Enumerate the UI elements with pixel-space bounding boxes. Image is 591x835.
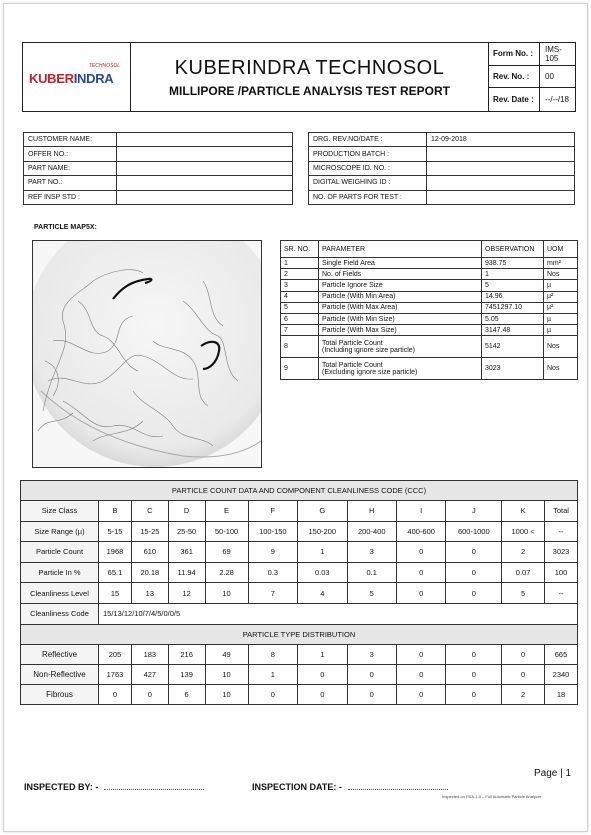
parameter-table — [280, 240, 578, 380]
param-sr: 6 — [281, 313, 319, 324]
row-label: Size Range (µ) — [21, 521, 99, 542]
data-cell: 50-100 — [205, 521, 248, 542]
data-cell: 139 — [168, 664, 205, 684]
param-col-header: UOM — [544, 241, 578, 258]
info-row — [309, 176, 575, 190]
data-cell: 0.1 — [347, 562, 396, 583]
particle-type-title: PARTICLE TYPE DISTRIBUTION — [21, 624, 578, 644]
data-cell: 12 — [168, 583, 205, 604]
data-cell: 3 — [347, 644, 396, 664]
param-uom: Nos — [544, 336, 578, 358]
info-value[interactable] — [117, 147, 293, 161]
param-obs: 3023 — [482, 358, 544, 380]
param-name: Particle (With Min Size) — [319, 313, 482, 324]
info-value[interactable] — [427, 161, 575, 175]
data-cell: F — [248, 501, 297, 522]
param-row — [281, 325, 578, 336]
data-cell: 2 — [502, 684, 545, 704]
company-logo — [23, 43, 131, 111]
info-value[interactable] — [117, 176, 293, 190]
cleanliness-code-row — [21, 603, 578, 624]
data-cell: 205 — [99, 644, 132, 664]
data-cell: 183 — [131, 644, 168, 664]
particle-map-label: PARTICLE MAP5X: — [34, 224, 97, 231]
info-row — [24, 133, 293, 147]
data-cell: 5-15 — [99, 521, 132, 542]
param-col-header: SR. NO. — [281, 241, 319, 258]
param-sr: 8 — [281, 336, 319, 358]
data-cell: 0.07 — [502, 562, 545, 583]
info-row — [309, 161, 575, 175]
info-value[interactable] — [117, 161, 293, 175]
report-page — [3, 3, 588, 832]
data-cell: 69 — [205, 542, 248, 563]
inspected-by-line[interactable] — [104, 789, 204, 790]
data-cell: 1 — [248, 664, 297, 684]
info-label: OFFER NO.: — [24, 147, 117, 161]
param-sr: 3 — [281, 280, 319, 291]
data-cell: 0.3 — [248, 562, 297, 583]
info-label: CUSTOMER NAME: — [24, 133, 117, 147]
data-cell: 4 — [298, 583, 347, 604]
data-cell: 427 — [131, 664, 168, 684]
data-cell: 400-600 — [396, 521, 445, 542]
param-obs: 5.05 — [482, 313, 544, 324]
row-label: Non-Reflective — [21, 664, 99, 684]
info-value[interactable] — [427, 176, 575, 190]
data-cell: 1 — [298, 542, 347, 563]
param-uom: mm² — [544, 258, 578, 269]
data-cell: 0 — [396, 562, 445, 583]
data-cell: 10 — [205, 684, 248, 704]
param-row — [281, 302, 578, 313]
page-number: Page | 1 — [534, 768, 572, 779]
param-uom: µ² — [544, 302, 578, 313]
data-cell: 1 — [298, 644, 347, 664]
param-sr: 5 — [281, 302, 319, 313]
data-cell: 100 — [545, 562, 578, 583]
data-cell: 65.1 — [99, 562, 132, 583]
data-cell: 0 — [446, 664, 502, 684]
logo-subtext: TECHNOSOL — [88, 63, 120, 69]
logo-wordmark: KUBERINDRA — [29, 71, 114, 86]
param-obs: 14.96 — [482, 291, 544, 302]
data-row — [21, 583, 578, 604]
data-cell: 13 — [131, 583, 168, 604]
report-title: MILLIPORE /PARTICLE ANALYSIS TEST REPORT — [169, 84, 450, 98]
param-row — [281, 269, 578, 280]
param-obs: 5142 — [482, 336, 544, 358]
inspection-date: INSPECTION DATE: - — [252, 782, 448, 792]
data-cell: 600-1000 — [446, 521, 502, 542]
data-row — [21, 521, 578, 542]
data-cell: 665 — [545, 644, 578, 664]
report-header — [22, 42, 576, 112]
data-cell: 20.18 — [131, 562, 168, 583]
info-label: PART NAME: — [24, 161, 117, 175]
param-name: Total Particle Count (Excluding ignore size particle) — [319, 358, 482, 380]
param-uom: Nos — [544, 269, 578, 280]
param-uom: Nos — [544, 358, 578, 380]
cleanliness-code-label: Cleanliness Code — [21, 603, 99, 624]
param-name: Particle Ignore Size — [319, 280, 482, 291]
rev-date-value: --/--/18 — [545, 95, 569, 105]
data-cell: 0 — [347, 664, 396, 684]
data-cell: G — [298, 501, 347, 522]
param-obs: 3147.48 — [482, 325, 544, 336]
param-uom: µ — [544, 280, 578, 291]
info-row — [309, 190, 575, 204]
info-row — [24, 176, 293, 190]
data-cell: 15 — [99, 583, 132, 604]
ccc-title: PARTICLE COUNT DATA AND COMPONENT CLEANLINESS CODE (CCC) — [21, 481, 578, 501]
info-table-left — [23, 132, 293, 205]
row-label: Cleanliness Level — [21, 583, 99, 604]
data-cell: 0 — [502, 664, 545, 684]
data-cell: 0 — [446, 684, 502, 704]
data-cell: 0 — [347, 684, 396, 704]
form-info — [489, 43, 575, 111]
data-cell: 2 — [502, 542, 545, 563]
data-cell: 11.94 — [168, 562, 205, 583]
rev-date-label: Rev. Date : — [489, 88, 540, 111]
row-label: Size Class — [21, 501, 99, 522]
ccc-table — [20, 480, 578, 705]
data-cell: 3 — [347, 542, 396, 563]
analyzer-note: Inspected on PSA-1.0 – Full Automatic Particle Analyzer — [442, 794, 542, 799]
data-cell: 216 — [168, 644, 205, 664]
info-label: PART NO.: — [24, 176, 117, 190]
data-cell: 0 — [446, 583, 502, 604]
param-row — [281, 358, 578, 380]
data-cell: 5 — [347, 583, 396, 604]
data-cell: K — [502, 501, 545, 522]
param-sr: 2 — [281, 269, 319, 280]
data-cell: 1763 — [99, 664, 132, 684]
data-cell: 6 — [168, 684, 205, 704]
data-cell: 2340 — [545, 664, 578, 684]
data-cell: 0 — [396, 664, 445, 684]
data-cell: B — [99, 501, 132, 522]
info-label: DRG. REV.NO/DATE : — [309, 133, 427, 147]
data-row — [21, 664, 578, 684]
data-cell: 0 — [99, 684, 132, 704]
info-row — [309, 133, 575, 147]
data-cell: 0 — [446, 562, 502, 583]
data-row — [21, 501, 578, 522]
param-uom: µ — [544, 313, 578, 324]
param-obs: 938.75 — [482, 258, 544, 269]
info-label: NO. OF PARTS FOR TEST : — [309, 190, 427, 204]
row-label: Reflective — [21, 644, 99, 664]
param-sr: 4 — [281, 291, 319, 302]
info-row — [24, 147, 293, 161]
info-value[interactable]: 12-09-2018 — [427, 133, 575, 147]
param-row — [281, 336, 578, 358]
info-table-right — [308, 132, 575, 205]
param-uom: µ² — [544, 291, 578, 302]
param-row — [281, 313, 578, 324]
data-cell: 0 — [396, 684, 445, 704]
info-value[interactable] — [117, 133, 293, 147]
param-obs: 7451297.10 — [482, 302, 544, 313]
data-row — [21, 684, 578, 704]
inspected-by: INSPECTED BY: - — [24, 782, 204, 792]
data-cell: 1968 — [99, 542, 132, 563]
data-cell: 18 — [545, 684, 578, 704]
param-sr: 9 — [281, 358, 319, 380]
param-sr: 7 — [281, 325, 319, 336]
data-cell: 0 — [446, 542, 502, 563]
data-cell: 5 — [502, 583, 545, 604]
param-col-header: PARAMETER — [319, 241, 482, 258]
data-cell: I — [396, 501, 445, 522]
data-cell: 0 — [446, 644, 502, 664]
data-cell: Total — [545, 501, 578, 522]
param-name: Single Field Area — [319, 258, 482, 269]
info-row — [24, 161, 293, 175]
data-cell: 49 — [205, 644, 248, 664]
title-block — [131, 43, 489, 111]
data-cell: 0 — [298, 684, 347, 704]
company-name: KUBERINDRA TECHNOSOL — [174, 57, 445, 79]
data-cell: D — [168, 501, 205, 522]
particle-map-image — [32, 240, 262, 468]
data-cell: 0.03 — [298, 562, 347, 583]
data-cell: -- — [545, 521, 578, 542]
param-name: Particle (With Max Size) — [319, 325, 482, 336]
param-col-header: OBSERVATION — [482, 241, 544, 258]
info-label: MICROSCOPE ID. NO. : — [309, 161, 427, 175]
row-label: Fibrous — [21, 684, 99, 704]
info-value[interactable] — [427, 190, 575, 204]
data-cell: 0 — [396, 583, 445, 604]
form-no-label: Form No. : — [489, 43, 540, 65]
info-label: DIGITAL WEIGHING ID : — [309, 176, 427, 190]
param-name: Particle (With Min Area) — [319, 291, 482, 302]
param-obs: 1 — [482, 269, 544, 280]
rev-no-value: 00 — [545, 72, 554, 82]
data-cell: C — [131, 501, 168, 522]
param-uom: µ — [544, 325, 578, 336]
param-row — [281, 258, 578, 269]
param-sr: 1 — [281, 258, 319, 269]
data-cell: 0 — [502, 644, 545, 664]
data-cell: 8 — [248, 644, 297, 664]
data-cell: 100-150 — [248, 521, 297, 542]
info-row — [24, 190, 293, 204]
inspection-date-line[interactable] — [348, 789, 448, 790]
data-row — [21, 542, 578, 563]
data-cell: 25-50 — [168, 521, 205, 542]
row-label: Particle Count — [21, 542, 99, 563]
form-no-value: IMS-105 — [545, 44, 562, 63]
param-row — [281, 291, 578, 302]
data-cell: 0 — [131, 684, 168, 704]
data-cell: 3023 — [545, 542, 578, 563]
param-obs: 5 — [482, 280, 544, 291]
row-label: Particle In % — [21, 562, 99, 583]
info-row — [309, 147, 575, 161]
data-cell: 0 — [396, 542, 445, 563]
data-cell: -- — [545, 583, 578, 604]
data-cell: 7 — [248, 583, 297, 604]
info-label: REF INSP STD : — [24, 190, 117, 204]
info-label: PRODUCTION BATCH : — [309, 147, 427, 161]
data-cell: 0 — [248, 684, 297, 704]
data-row — [21, 562, 578, 583]
info-value[interactable] — [117, 190, 293, 204]
data-cell: 10 — [205, 664, 248, 684]
param-row — [281, 280, 578, 291]
data-row — [21, 644, 578, 664]
data-cell: 150-200 — [298, 521, 347, 542]
cleanliness-code-value: 15/13/12/10/7/4/5/0/0/5 — [99, 603, 578, 624]
data-cell: 1000 < — [502, 521, 545, 542]
info-value[interactable] — [427, 147, 575, 161]
data-cell: 0 — [396, 644, 445, 664]
data-cell: J — [446, 501, 502, 522]
data-cell: H — [347, 501, 396, 522]
data-cell: 2.28 — [205, 562, 248, 583]
data-cell: 200-400 — [347, 521, 396, 542]
data-cell: 15-25 — [131, 521, 168, 542]
rev-no-label: Rev. No. : — [489, 66, 540, 88]
param-name: Particle (With Max Area) — [319, 302, 482, 313]
data-cell: 0 — [298, 664, 347, 684]
param-name: No. of Fields — [319, 269, 482, 280]
data-cell: 10 — [205, 583, 248, 604]
data-cell: 610 — [131, 542, 168, 563]
data-cell: 9 — [248, 542, 297, 563]
param-name: Total Particle Count (Including ignore size particle) — [319, 336, 482, 358]
data-cell: 361 — [168, 542, 205, 563]
data-cell: E — [205, 501, 248, 522]
